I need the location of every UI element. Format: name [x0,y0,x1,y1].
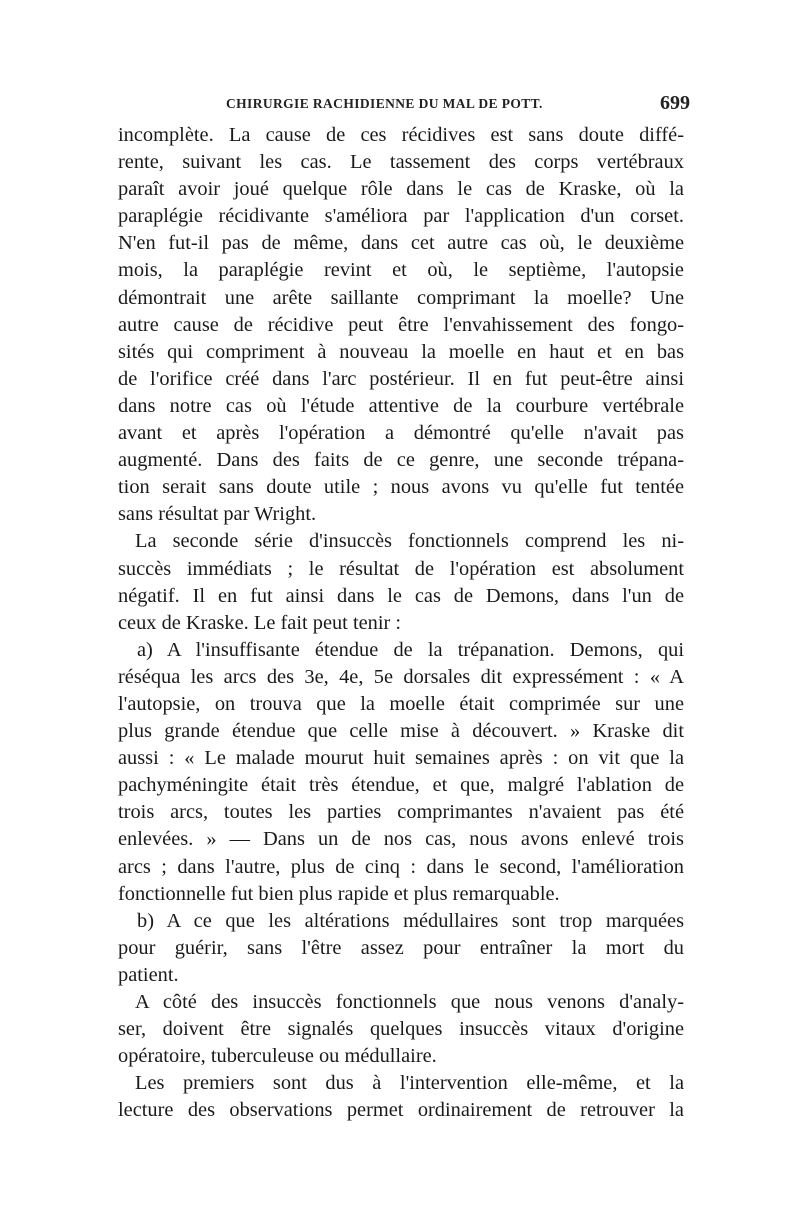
text-line: dans notre cas où l'étude attentive de la courbure vertébrale [118,394,684,417]
text-line: A côté des insuccès fonctionnels que nous venons d'analy- [135,991,684,1013]
running-title: CHIRURGIE RACHIDIENNE DU MAL DE POTT. [226,96,543,111]
text-line: b) A ce que les altérations médullaires sont trop marquées [137,909,684,932]
text-line: négatif. Il en fut ainsi dans le cas de Demons, dans l'un de [118,584,684,607]
text-line: incomplète. La cause de ces récidives est sans doute diffé- [118,124,684,146]
text-line: trois arcs, toutes les parties comprimantes n'avaient pas été [118,801,684,824]
book-page [118,92,690,1124]
text-line: enlevées. » — Dans un de nos cas, nous avons enlevé trois [118,828,684,851]
text-line: fonctionnelle fut bien plus rapide et plus remarquable. [118,882,560,905]
text-line: sans résultat par Wright. [118,503,317,526]
text-line: arcs ; dans l'autre, plus de cinq : dans le second, l'amélioration [118,855,684,878]
text-line: plus grande étendue que celle mise à découvert. » Kraske dit [118,720,684,743]
text-line: paraplégie récidivante s'améliora par l'application d'un corset. [118,205,684,228]
text-line: augmenté. Dans des faits de ce genre, une seconde trépana- [118,449,684,472]
text-line: de l'orifice créé dans l'arc postérieur. Il en fut peut-être ainsi [118,367,684,390]
text-line: autre cause de récidive peut être l'envahissement des fongo- [118,313,684,336]
text-line: lecture des observations permet ordinairement de retrouver la [118,1099,684,1122]
page-number: 699 [660,92,690,114]
text-line: démontrait une arête saillante comprimant la moelle? Une [118,286,684,309]
text-line: réséqua les arcs des 3e, 4e, 5e dorsales dit expressément : « A [118,665,684,688]
text-line: ceux de Kraske. Le fait peut tenir : [118,611,402,634]
text-line: paraît avoir joué quelque rôle dans le cas de Kraske, où la [118,178,684,201]
text-line: avant et après l'opération a démontré qu'elle n'avait pas [118,422,684,445]
text-line: succès immédiats ; le résultat de l'opération est absolument [118,557,684,580]
text-line: rente, suivant les cas. Le tassement des corps vertébraux [118,151,684,174]
text-line: tion serait sans doute utile ; nous avons vu qu'elle fut tentée [118,476,684,499]
text-line: sités qui compriment à nouveau la moelle en haut et en bas [118,340,684,363]
text-line: opératoire, tuberculeuse ou médullaire. [118,1045,437,1068]
text-line: patient. [118,963,179,986]
text-line: a) A l'insuffisante étendue de la trépanation. Demons, qui [137,638,684,661]
text-line: pachyméningite était très étendue, et que, malgré l'ablation de [118,774,684,797]
running-header [118,92,690,122]
text-line: aussi : « Le malade mourut huit semaines après : on vit que la [118,747,684,770]
text-line: La seconde série d'insuccès fonctionnels comprend les ni- [135,530,684,553]
text-line: Les premiers sont dus à l'intervention elle-même, et la [135,1072,684,1095]
text-line: ser, doivent être signalés quelques insuccès vitaux d'origine [118,1018,684,1041]
text-line: mois, la paraplégie revint et où, le septième, l'autopsie [118,259,684,282]
text-line: l'autopsie, on trouva que la moelle était comprimée sur une [118,692,684,715]
text-line: N'en fut-il pas de même, dans cet autre cas où, le deuxième [118,232,684,255]
text-line: pour guérir, sans l'être assez pour entraîner la mort du [118,936,684,959]
body-text [118,122,684,1124]
